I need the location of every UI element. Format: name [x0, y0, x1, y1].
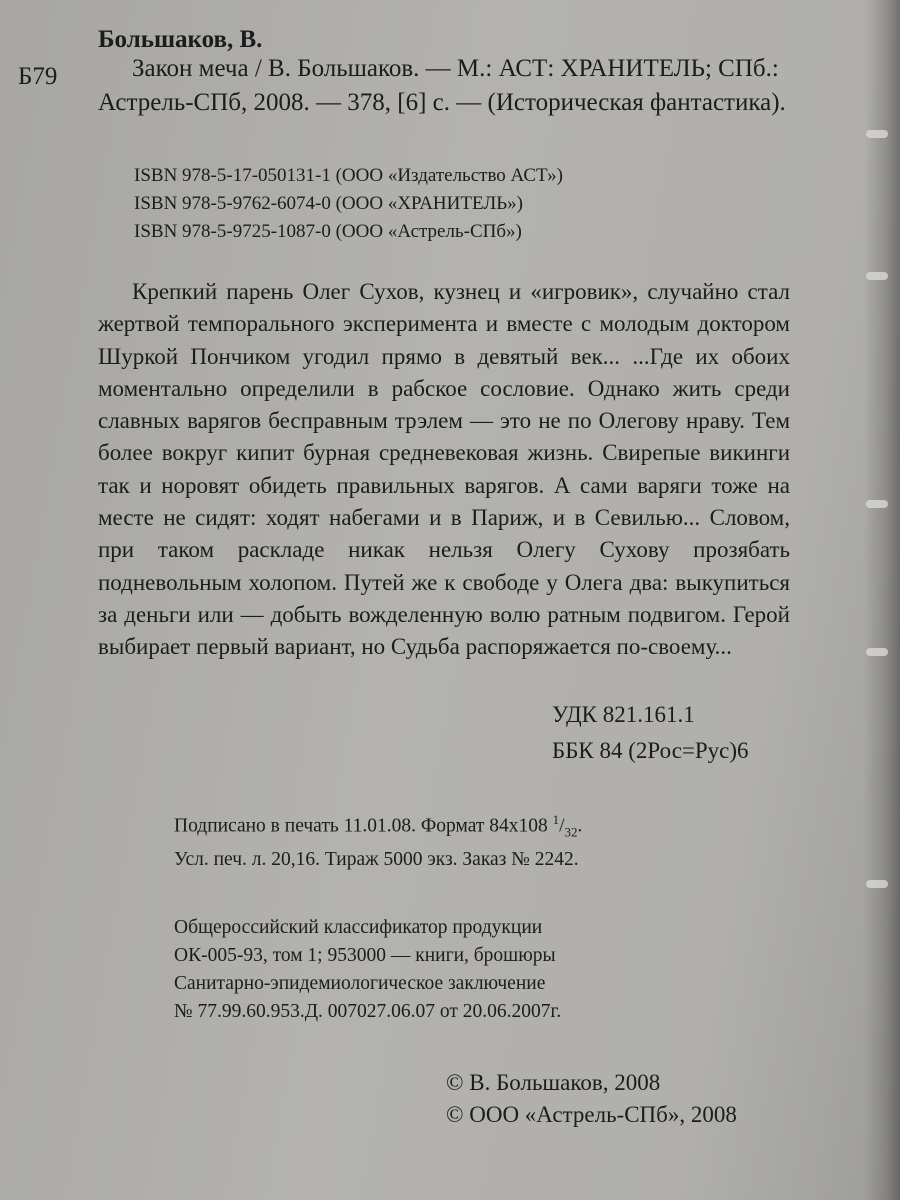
binding-stitch [866, 648, 888, 656]
format-numerator: 1 [552, 812, 560, 827]
annotation [98, 276, 790, 664]
copyright-line: © В. Большаков, 2008 [446, 1070, 661, 1095]
product-code-line: № 77.99.60.953.Д. 007027.06.07 от 20.06.2007г. [174, 1001, 562, 1022]
format-period: . [577, 815, 583, 837]
bibliographic-description [98, 52, 788, 120]
print-details-line-2: Усл. печ. л. 20,16. Тираж 5000 экз. Заказ № 2242. [174, 849, 579, 871]
copyright-line: © ООО «Астрель-СПб», 2008 [446, 1102, 737, 1127]
format-slash: / [559, 815, 565, 837]
classification-indices [552, 697, 749, 769]
binding-stitch [866, 500, 888, 508]
product-code-line: ОК-005-93, том 1; 953000 — книги, брошюры [174, 945, 556, 966]
print-details-line-1 [174, 806, 582, 846]
bbk-index: ББК 84 (2Рос=Рус)6 [552, 738, 749, 763]
isbn-line: ISBN 978-5-9762-6074-0 (ООО «ХРАНИТЕЛЬ») [134, 193, 523, 214]
product-classification [174, 914, 561, 1026]
format-denominator: 32 [564, 824, 578, 840]
annotation-text: Крепкий парень Олег Сухов, кузнец и «игровик», случайно стал жертвой темпорального эксперимента и вместе с молодым доктором Шуркой Пончиком угодил прямо в девятый век... ...Где их обоих моментально определили в рабское сословие. Однако жить среди славных варягов бесправным трэлем — это не по Олегову нраву. Тем более вокруг кипит бурная средневековая жизнь. Свирепые викинги так и норовят обидеть правильных варягов. А сами варяги тоже на месте не сидят: ходят набегами и в Париж, и в Севилью... Словом, при таком раскладе никак нельзя Олегу Сухову прозябать подневольным холопом. Путей же к свободе у Олега два: выкупиться за деньги или — добыть вожделенную волю ратным подвигом. Герой выбирает первый вариант, но Судьба распоряжается по-своему... [98, 279, 790, 660]
copyright-block [446, 1067, 737, 1131]
library-code: Б79 [18, 63, 58, 90]
bibliographic-text: Закон меча / В. Большаков. — М.: АСТ: ХРАНИТЕЛЬ; СПб.: Астрель-СПб, 2008. — 378, [6] с. — (Историческая фантастика). [98, 55, 786, 116]
binding-stitch [866, 880, 888, 888]
author-heading: Большаков, В. [98, 26, 263, 53]
isbn-list [134, 162, 563, 246]
binding-stitch [866, 130, 888, 138]
signed-to-print: Подписано в печать 11.01.08. Формат 84x108 [174, 815, 553, 837]
isbn-line: ISBN 978-5-17-050131-1 (ООО «Издательство АСТ») [134, 165, 563, 186]
print-details [174, 806, 582, 874]
book-spine-shadow [864, 0, 900, 1200]
udk-index: УДК 821.161.1 [552, 702, 695, 727]
product-code-line: Санитарно-эпидемиологическое заключение [174, 973, 546, 994]
isbn-line: ISBN 978-5-9725-1087-0 (ООО «Астрель-СПб») [134, 221, 522, 242]
binding-stitch [866, 272, 888, 280]
product-code-line: Общероссийский классификатор продукции [174, 917, 543, 938]
